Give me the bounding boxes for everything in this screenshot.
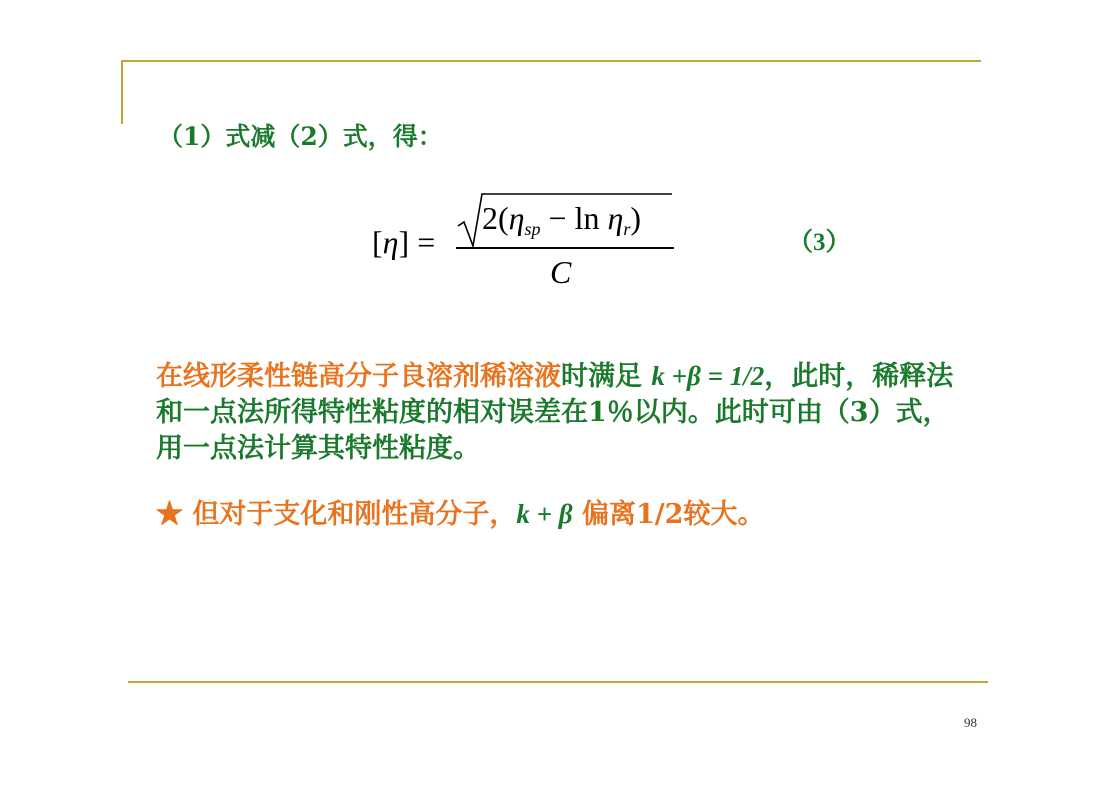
bottom-rule bbox=[128, 681, 988, 683]
equation-number: （3） bbox=[788, 229, 851, 256]
page-number: 98 bbox=[964, 715, 977, 730]
body-paragraph: 在线形柔性链高分子良溶剂稀溶液时满足 k +β = 1/2，此时，稀释法和一点法所得特性粘度的相对误差在1％以内。此时可由（3）式，用一点法计算其特性粘度。 bbox=[156, 361, 954, 464]
highlight-text: 在线形柔性链高分子良溶剂稀溶液 bbox=[156, 361, 561, 392]
note-line: ★ 但对于支化和刚性高分子，k + β 偏离1/2较大。 bbox=[156, 499, 765, 530]
formula bbox=[372, 184, 692, 294]
note-condition: k + β bbox=[516, 499, 573, 529]
left-rule bbox=[121, 60, 123, 124]
heading: （1）式减（2）式，得： bbox=[158, 122, 443, 151]
top-rule bbox=[121, 60, 981, 62]
formula-lhs: [η] = bbox=[372, 224, 436, 260]
fraction-bar bbox=[456, 247, 674, 249]
formula-numerator: $2(\eta_{sp} - \ln \eta_r)$ bbox=[456, 192, 674, 242]
star-icon: ★ bbox=[156, 499, 183, 530]
formula-denominator: C bbox=[550, 254, 572, 290]
condition-expression: k +β = 1/2 bbox=[651, 361, 765, 391]
